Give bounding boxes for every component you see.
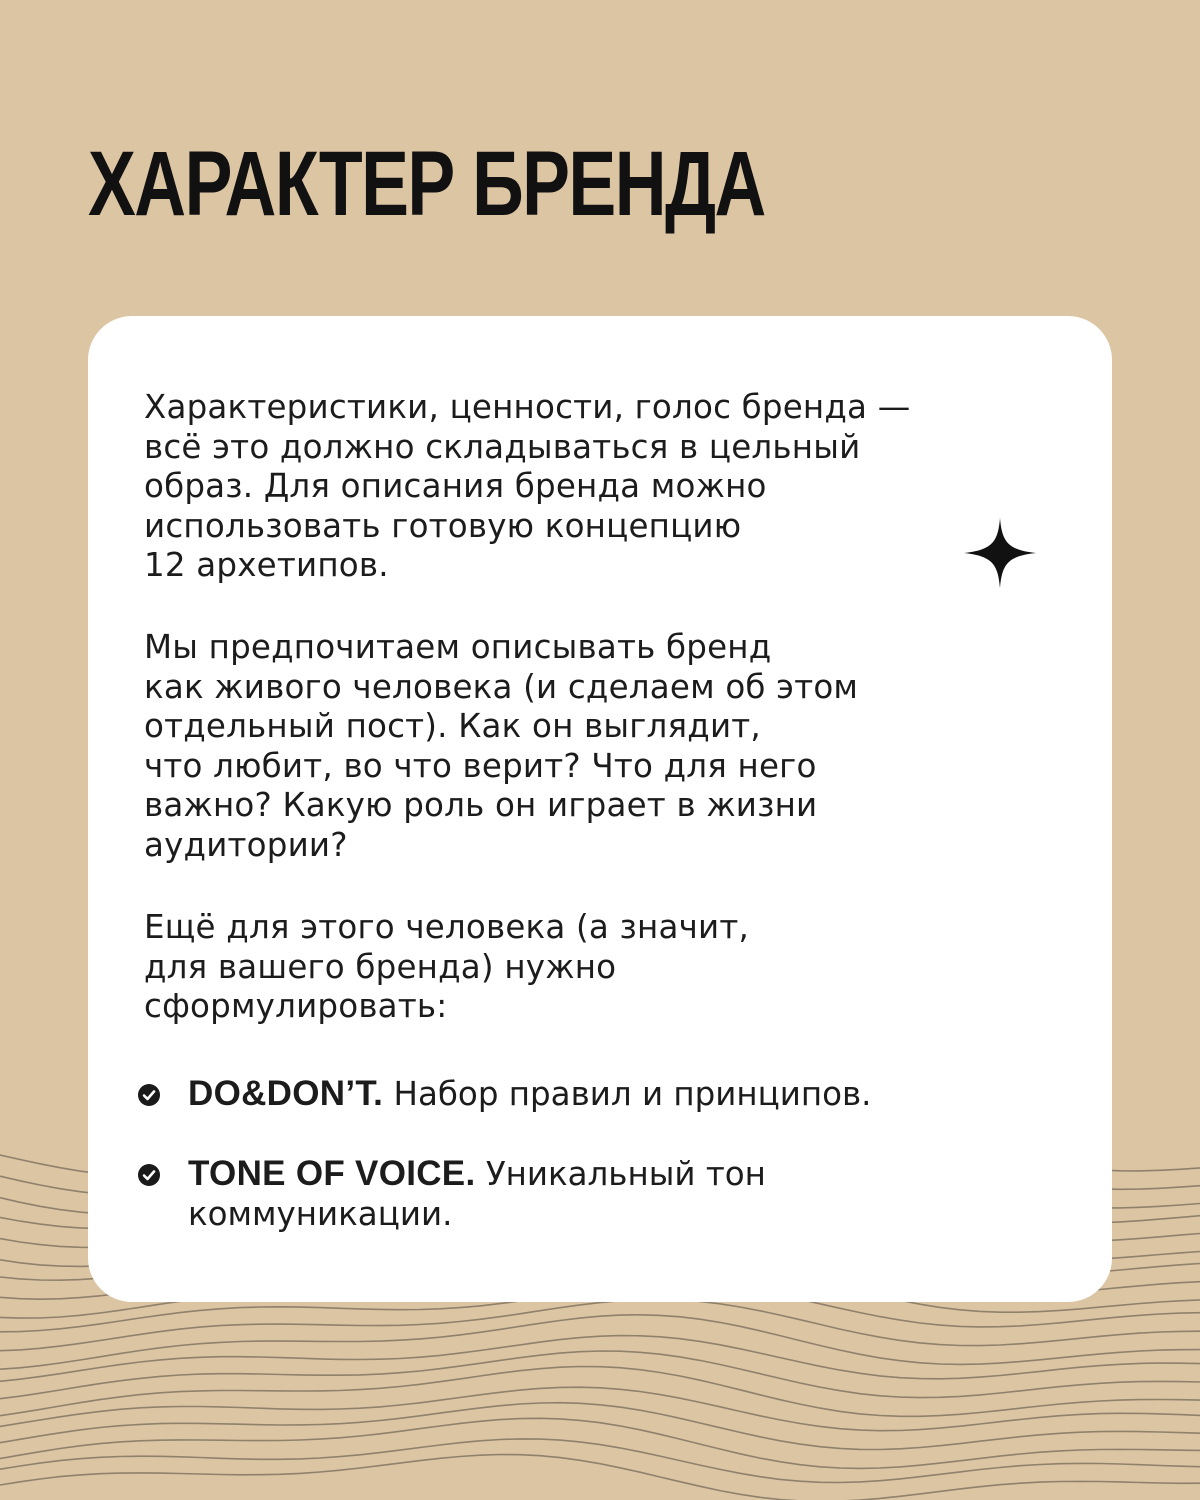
bullet-term: TONE OF VOICE. bbox=[188, 1154, 476, 1193]
sparkle-icon bbox=[964, 518, 1036, 588]
check-circle-icon bbox=[138, 1164, 160, 1186]
wave-line bbox=[0, 1315, 1200, 1369]
bullet-description: Уникальный тон коммуникации. bbox=[188, 1155, 766, 1233]
wave-line bbox=[0, 1299, 1200, 1350]
wave-line bbox=[0, 1403, 1200, 1450]
check-circle-icon bbox=[138, 1084, 160, 1106]
content-card bbox=[88, 316, 1112, 1302]
page-title: ХАРАКТЕР БРЕНДА bbox=[88, 133, 765, 235]
paragraph-intro: Характеристики, ценности, голос бренда — всё это должно складываться в цельный образ. Для описания бренда можно использовать готовую концепцию 12 архетипов. bbox=[144, 388, 911, 584]
paragraph-living-person: Мы предпочитаем описывать бренд как живого человека (и сделаем об этом отдельный пост). Как он выглядит, что любит, во что верит? Что для него важно? Какую роль он играет в жизни аудитории? bbox=[144, 628, 859, 864]
wave-line bbox=[0, 1418, 1200, 1468]
bullet-description: Набор правил и принципов. bbox=[383, 1075, 872, 1113]
wave-line bbox=[0, 1455, 1200, 1500]
wave-line bbox=[0, 1439, 1200, 1483]
bullet-term: DO&DON’T. bbox=[188, 1074, 384, 1113]
paragraph-formulate: Ещё для этого человека (а значит, для вашего бренда) нужно сформулировать: bbox=[144, 908, 749, 1025]
